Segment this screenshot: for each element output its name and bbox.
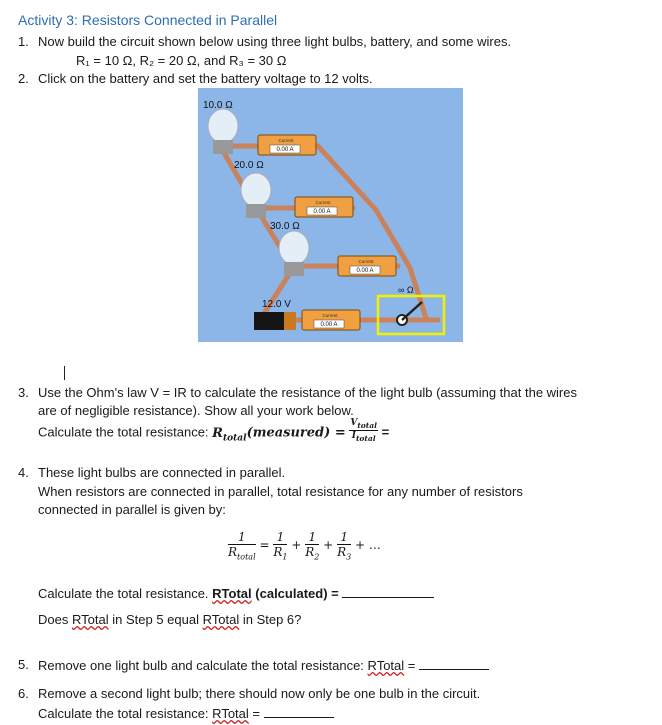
step-3-calc-label: Calculate the total resistance: — [38, 424, 209, 440]
r2-label: 20.0 Ω — [234, 160, 264, 171]
step-3-calc-line — [38, 418, 390, 444]
ammeter-2-value: 0.00 A — [313, 209, 331, 215]
switch-resistance-label: ∞ Ω — [398, 285, 414, 295]
formula-lhs: $\frac{1}{R_{total}}$ — [228, 530, 256, 562]
r-total-symbol: $R_{total}$ — [212, 425, 247, 444]
r3-label: 30.0 Ω — [270, 221, 300, 232]
step-5-rtotal: RTotal — [367, 658, 405, 673]
step-5-line: Remove one light bulb and calculate the total resistance: RTotal = — [38, 657, 489, 673]
measured-label: (measured) = — [246, 425, 346, 441]
step-3-equals: = — [381, 424, 390, 440]
formula-r3-term: $\frac{1}{R_3}$ — [337, 530, 352, 562]
battery-voltage-label: 12.0 V — [262, 299, 291, 310]
ammeter-1[interactable] — [258, 135, 316, 155]
r1-label: 10.0 Ω — [203, 100, 233, 111]
ammeter-4-value: 0.00 A — [320, 322, 338, 328]
formula-r2-term: $\frac{1}{R_2}$ — [305, 530, 320, 562]
ammeter-3-value: 0.00 A — [356, 268, 374, 274]
step-3-number: 3. — [18, 385, 29, 400]
step-2-text: Click on the battery and set the battery voltage to 12 volts. — [38, 71, 373, 86]
ammeter-1-value: 0.00 A — [276, 147, 294, 153]
step-4-rtotal: RTotal — [212, 586, 252, 601]
step-6-rtotal: RTotal — [212, 706, 249, 721]
step-4-question: Does RTotal in Step 5 equal RTotal in Step 6? — [38, 612, 302, 627]
step-6-line-2: Calculate the total resistance: RTotal = — [38, 705, 334, 721]
parallel-formula: $\frac{1}{R_{total}}$ = $\frac{1}{R_1}$ + $\frac{1}{R_2}$ + $\frac{1}{R_3}$ + … — [228, 530, 381, 562]
circuit-diagram — [198, 88, 463, 342]
ammeter-2[interactable] — [295, 197, 353, 217]
v-over-i-fraction: $\frac{V_{total}}{I_{total}}$ — [350, 418, 377, 443]
step-1-number: 1. — [18, 34, 29, 49]
step-3-line-1: Use the Ohm's law V = IR to calculate the resistance of the light bulb (assuming that the wires — [38, 385, 577, 400]
step-4-calc: Calculate the total resistance. RTotal (calculated) = — [38, 585, 434, 601]
ammeter-4-title: Current — [322, 313, 338, 318]
step-6-number: 6. — [18, 686, 29, 701]
ammeter-3-title: Current — [358, 259, 374, 264]
step-4-line-2: When resistors are connected in parallel, total resistance for any number of resistors — [38, 484, 523, 499]
step-6-line-1: Remove a second light bulb; there should now only be one bulb in the circuit. — [38, 686, 481, 701]
step-4-line-3: connected in parallel is given by: — [38, 502, 226, 517]
step-4-number: 4. — [18, 465, 29, 480]
resistor-values: R₁ = 10 Ω, R₂ = 20 Ω, and R₃ = 30 Ω — [76, 53, 287, 68]
ammeter-1-title: Current — [278, 138, 294, 143]
step-5-answer-blank[interactable] — [419, 657, 489, 670]
circuit-simulation[interactable] — [198, 88, 463, 342]
battery[interactable] — [254, 312, 296, 330]
step-1-text: Now build the circuit shown below using three light bulbs, battery, and some wires. — [38, 34, 512, 49]
text-cursor — [64, 366, 65, 380]
bulb-3[interactable] — [279, 231, 309, 276]
ammeter-2-title: Current — [315, 200, 331, 205]
ammeter-3[interactable] — [338, 256, 396, 276]
step-3-line-2: are of negligible resistance). Show all your work below. — [38, 403, 354, 418]
step-4-answer-blank[interactable] — [342, 585, 434, 598]
step-6-answer-blank[interactable] — [264, 705, 334, 718]
step-4-line-1: These light bulbs are connected in parallel. — [38, 465, 286, 480]
bulb-2[interactable] — [241, 173, 271, 218]
step-2-number: 2. — [18, 71, 29, 86]
formula-r1-term: $\frac{1}{R_1}$ — [273, 530, 288, 562]
step-5-number: 5. — [18, 657, 29, 672]
activity-title: Activity 3: Resistors Connected in Parallel — [18, 12, 278, 28]
ammeter-4[interactable] — [302, 310, 360, 330]
switch[interactable] — [378, 296, 444, 334]
